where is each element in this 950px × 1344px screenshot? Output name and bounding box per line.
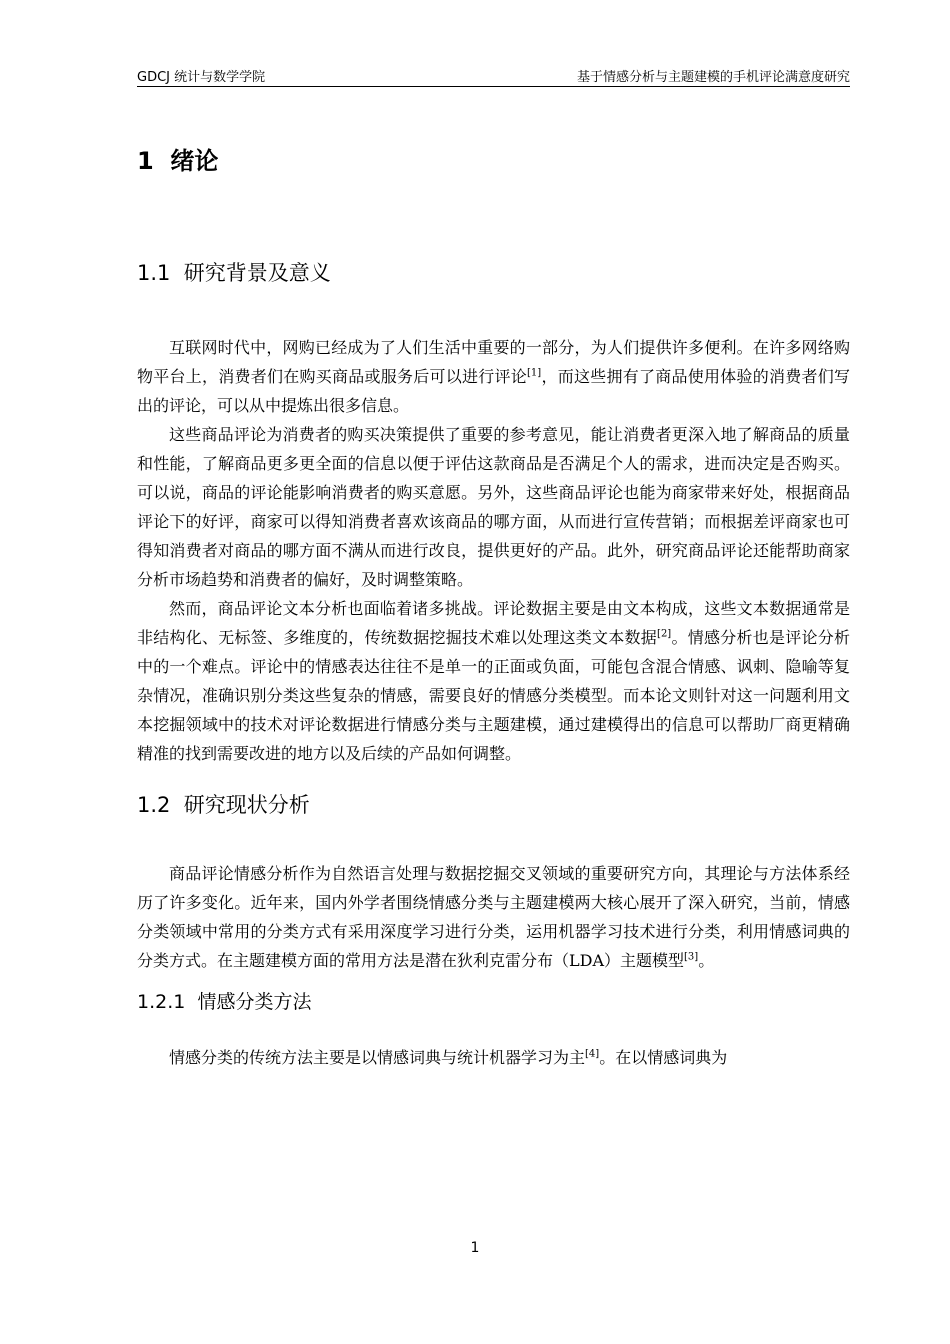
subsection-title: 情感分类方法 xyxy=(197,991,312,1013)
page-number: 1 xyxy=(470,1240,480,1256)
citation-ref: [1] xyxy=(527,367,542,379)
section-title: 研究背景及意义 xyxy=(183,261,331,285)
header-right-title: 基于情感分析与主题建模的手机评论满意度研究 xyxy=(576,70,850,85)
paragraph-text: 。 xyxy=(698,951,715,970)
paragraph-text: 。在以情感词典为 xyxy=(599,1048,728,1067)
paragraph xyxy=(137,1043,850,1072)
subsection-heading-1-2-1 xyxy=(137,987,850,1017)
paragraph-text: ，而这些拥有了商品使用体验的消费者们写出的评论，可以从中提炼出很多信息。 xyxy=(137,367,850,415)
header-left-text: GDCJ 统计与数学学院 xyxy=(137,70,266,85)
paragraph: 这些商品评论为消费者的购买决策提供了重要的参考意见，能让消费者更深入地了解商品的质量和性能，了解商品更多更全面的信息以便于评估这款商品是否满足个人的需求，进而决定是否购买。可以说，商品的评论能影响消费者的购买意愿。另外，这些商品评论也能为商家带来好处，根据商品评论下的好评，商家可以得知消费者喜欢该商品的哪方面，从而进行宣传营销；而根据差评商家也可得知消费者对商品的哪方面不满从而进行改良，提供更好的产品。此外，研究商品评论还能帮助商家分析市场趋势和消费者的偏好，及时调整策略。 xyxy=(137,425,850,589)
chapter-heading xyxy=(137,140,850,182)
paragraph-text: 互联网时代中，网购已经成为了人们生活中重要的一部分，为人们提供许多便利。在许多网络购物平台上，消费者们在购买商品或服务后可以进行评论 xyxy=(137,338,850,386)
section-heading-1-2 xyxy=(137,790,850,820)
paragraph-text: 。情感分析也是评论分析中的一个难点。评论中的情感表达往往不是单一的正面或负面，可能包含混合情感、讽刺、隐喻等复杂情况，准确识别分类这些复杂的情感，需要良好的情感分类模型。而本论文则针对这一问题利用文本挖掘领域中的技术对评论数据进行情感分类与主题建模，通过建模得出的信息可以帮助厂商更精确精准的找到需要改进的地方以及后续的产品如何调整。 xyxy=(137,628,850,763)
chapter-title: 绪论 xyxy=(170,147,219,175)
paragraph xyxy=(137,594,850,768)
paragraph xyxy=(137,859,850,975)
paragraph xyxy=(137,333,850,420)
citation-ref: [2] xyxy=(657,628,672,640)
paragraph-text: 情感分类的传统方法主要是以情感词典与统计机器学习为主 xyxy=(169,1048,586,1067)
section-title: 研究现状分析 xyxy=(183,793,310,817)
paragraph-text: 商品评论情感分析作为自然语言处理与数据挖掘交叉领域的重要研究方向，其理论与方法体系经历了许多变化。近年来，国内外学者围绕情感分类与主题建模两大核心展开了深入研究，当前，情感分类领域中常用的分类方式有采用深度学习进行分类，运用机器学习技术进行分类，利用情感词典的分类方式。在主题建模方面的常用方法是潜在狄利克雷分布（LDA）主题模型 xyxy=(137,864,850,970)
page-content xyxy=(137,140,850,1072)
paragraph-text: 然而，商品评论文本分析也面临着诸多挑战。评论数据主要是由文本构成，这些文本数据通常是非结构化、无标签、多维度的，传统数据挖掘技术难以处理这类文本数据 xyxy=(137,599,850,647)
chapter-number: 1 xyxy=(137,147,154,175)
section-heading-1-1 xyxy=(137,258,850,288)
section-number: 1.2 xyxy=(137,793,171,817)
section-number: 1.1 xyxy=(137,261,171,285)
citation-ref: [4] xyxy=(585,1048,600,1060)
subsection-number: 1.2.1 xyxy=(137,991,186,1013)
page-header xyxy=(137,64,850,87)
citation-ref: [3] xyxy=(684,951,699,963)
